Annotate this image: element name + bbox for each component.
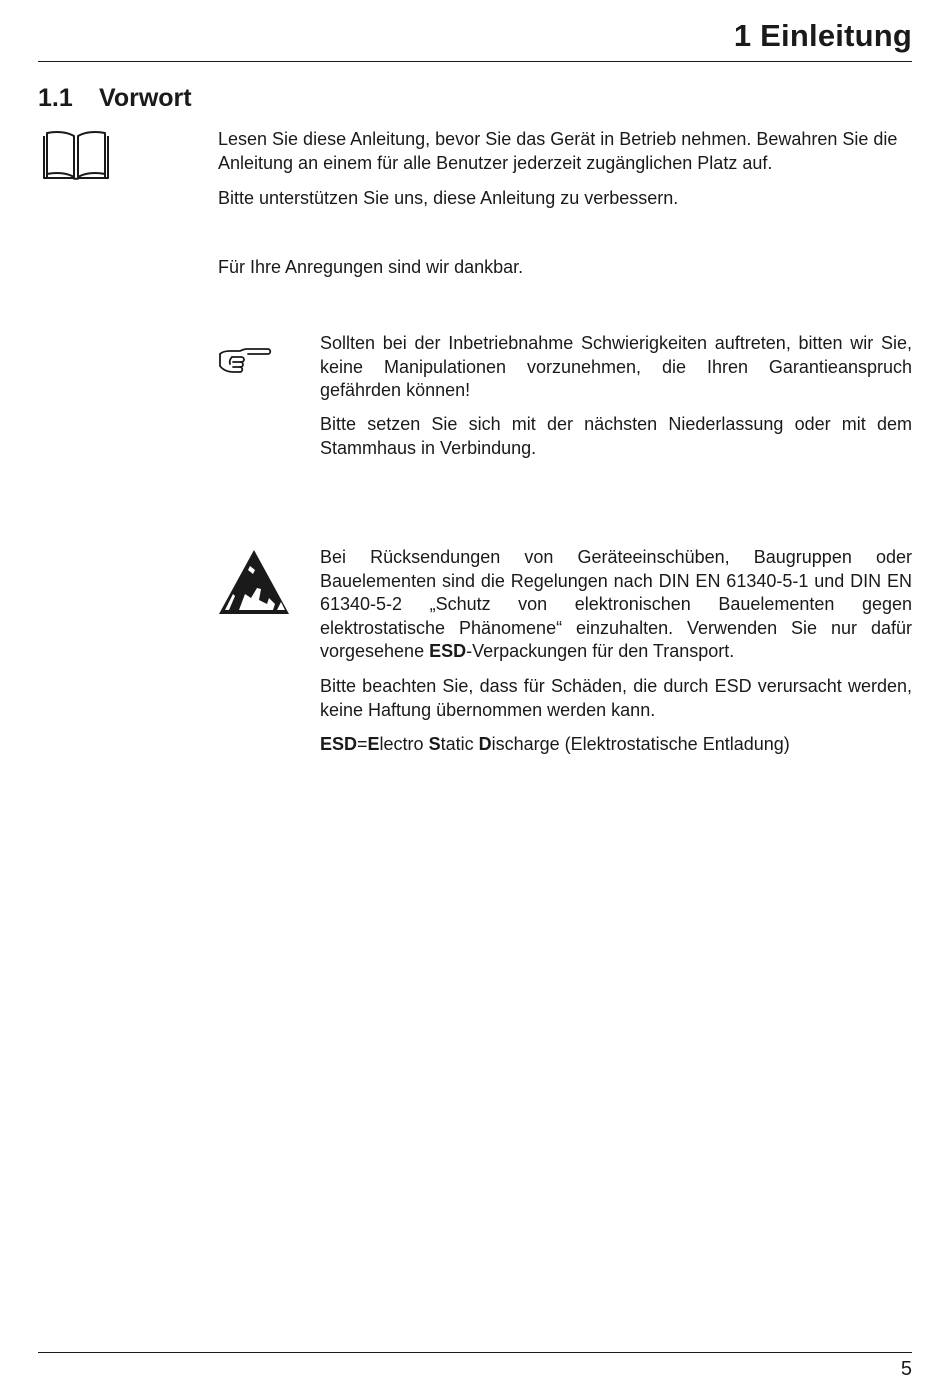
definition-equals: = — [357, 734, 368, 754]
esd-bold-abbr: ESD — [429, 641, 467, 661]
pointing-hand-icon — [218, 346, 272, 381]
definition-word-2: tatic — [440, 734, 479, 754]
section-number: 1.1 — [38, 84, 73, 112]
intro-paragraph-1: Lesen Sie diese Anleitung, bevor Sie das Gerät in Betrieb nehmen. Bewahren Sie die Anleitung an einem für alle Benutzer jederzeit zugänglichen Platz auf. — [218, 129, 898, 173]
footer-rule — [38, 1352, 912, 1353]
chapter-title: 1 Einleitung — [733, 18, 912, 53]
esd-paragraph-2: Bitte beachten Sie, dass für Schäden, die durch ESD verursacht werden, keine Haftung übernommen werden kann. — [320, 676, 912, 720]
header-rule — [38, 61, 912, 62]
definition-word-1: lectro — [379, 734, 429, 754]
esd-text-after: -Verpackungen für den Transport. — [466, 641, 735, 661]
intro-paragraph-3: Für Ihre Anregungen sind wir dankbar. — [218, 257, 524, 277]
note-paragraph-1: Sollten bei der Inbetriebnahme Schwierigkeiten auftreten, bitten wir Sie, keine Manipulationen vorzunehmen, die Ihren Garantieanspruch gefährden können! — [320, 333, 912, 400]
definition-abbr: ESD — [320, 734, 358, 754]
esd-definition — [320, 733, 912, 757]
esd-text-before: Bei Rücksendungen von Geräteeinschüben, Baugruppen oder Bauelementen sind die Regelungen nach DIN EN 61340-5-1 und DIN EN 61340-5-2 „Schutz von elektronischen Bauelementen gegen elektrostatische Phänomene“ einzuhalten. Verwenden Sie nur dafür vorgesehene — [320, 547, 912, 661]
page-number: 5 — [900, 1358, 912, 1380]
section-title: Vorwort — [99, 84, 192, 112]
esd-paragraph-1 — [320, 546, 912, 664]
note-paragraph-2: Bitte setzen Sie sich mit der nächsten Niederlassung oder mit dem Stammhaus in Verbindung. — [320, 414, 912, 458]
esd-warning-icon — [217, 548, 291, 621]
definition-initial-e: E — [367, 734, 380, 754]
definition-word-3: ischarge (Elektrostatische Entladung) — [491, 734, 790, 754]
intro-paragraph-2: Bitte unterstützen Sie uns, diese Anleitung zu verbessern. — [218, 188, 679, 208]
definition-initial-s: S — [428, 734, 441, 754]
section-heading — [38, 84, 192, 113]
definition-initial-d: D — [478, 734, 492, 754]
open-book-icon — [42, 130, 110, 187]
